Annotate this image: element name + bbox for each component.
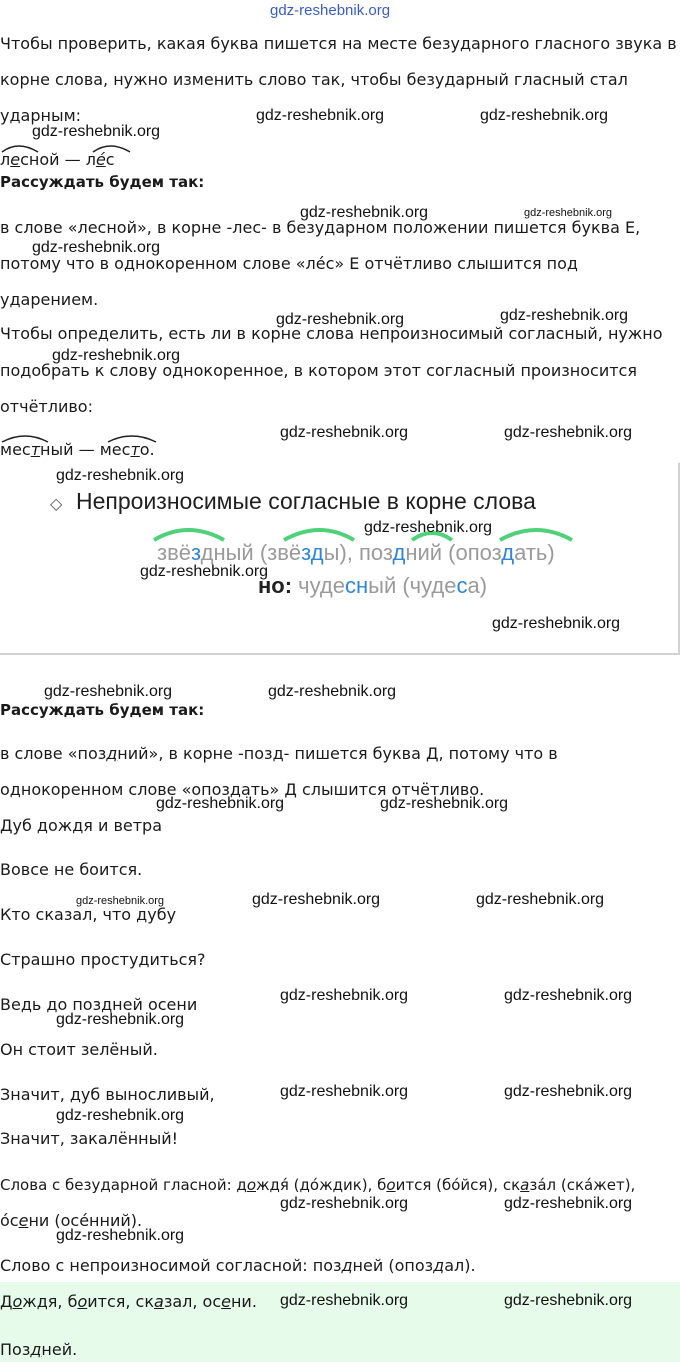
watermark: gdz-reshebnik.org bbox=[492, 615, 621, 632]
reason2-line2: однокоренном слове «опоздать» Д слышится отчётливо. bbox=[0, 780, 485, 799]
watermark: gdz-reshebnik.org bbox=[56, 1227, 185, 1244]
watermark: gdz-reshebnik.org bbox=[32, 123, 161, 140]
watermark: gdz-reshebnik.org bbox=[140, 563, 269, 580]
card-title: Непроизносимые согласные в корне слова bbox=[76, 488, 536, 514]
watermark: gdz-reshebnik.org bbox=[276, 311, 405, 328]
watermark: gdz-reshebnik.org bbox=[256, 107, 385, 124]
watermark: gdz-reshebnik.org bbox=[268, 683, 397, 700]
watermark: gdz-reshebnik.org bbox=[56, 1011, 185, 1028]
watermark: gdz-reshebnik.org bbox=[280, 1292, 409, 1309]
summary-vowels-line1: Слова с безударной гласной: дождя́ (до́ждик), боится (бо́йся), сказа́л (ска́жет), bbox=[0, 1176, 636, 1194]
watermark: gdz-reshebnik.org bbox=[280, 1195, 409, 1212]
poem-line: Страшно простудиться? bbox=[0, 950, 206, 969]
poem-line: Вовсе не боится. bbox=[0, 860, 143, 879]
rule1-example: лесной — ле́с bbox=[0, 150, 115, 169]
poem-line: Значит, закалённый! bbox=[0, 1129, 179, 1148]
watermark: gdz-reshebnik.org bbox=[32, 239, 161, 256]
rule2-line2: подобрать к слову однокоренное, в котором этот согласный произносится bbox=[0, 361, 637, 380]
watermark: gdz-reshebnik.org bbox=[44, 683, 173, 700]
watermark: gdz-reshebnik.org bbox=[380, 795, 509, 812]
root-arc-marks-2 bbox=[0, 430, 170, 444]
watermark: gdz-reshebnik.org bbox=[480, 107, 609, 124]
poem-line: Он стоит зелёный. bbox=[0, 1040, 158, 1059]
reason1-heading: Рассуждать будем так: bbox=[0, 173, 205, 191]
answer-line2: Поздней. bbox=[0, 1340, 78, 1359]
reason2-line1: в слове «поздний», в корне -позд- пишется буква Д, потому что в bbox=[0, 744, 558, 763]
reason1-line3: ударением. bbox=[0, 290, 99, 309]
watermark: gdz-reshebnik.org bbox=[504, 1195, 633, 1212]
watermark: gdz-reshebnik.org bbox=[504, 1083, 633, 1100]
poem-line: Значит, дуб выносливый, bbox=[0, 1085, 215, 1104]
summary-consonants: Слово с непроизносимой согласной: поздней (опоздал). bbox=[0, 1256, 476, 1275]
watermark: gdz-reshebnik.org bbox=[280, 424, 409, 441]
watermark: gdz-reshebnik.org bbox=[504, 1292, 633, 1309]
watermark: gdz-reshebnik.org bbox=[156, 795, 285, 812]
watermark: gdz-reshebnik.org bbox=[280, 987, 409, 1004]
poem-line: Ведь до поздней осени bbox=[0, 995, 198, 1014]
watermark: gdz-reshebnik.org bbox=[56, 467, 185, 484]
rule1-line3: ударным: bbox=[0, 106, 82, 125]
reason1-line1: в слове «лесной», в корне -лес- в безударном положении пишется буква Е, bbox=[0, 218, 641, 237]
watermark: gdz-reshebnik.org bbox=[364, 519, 493, 536]
watermark: gdz-reshebnik.org bbox=[56, 1107, 185, 1124]
rule1-line2: корне слова, нужно изменить слово так, чтобы безударный гласный стал bbox=[0, 70, 628, 89]
reason1-line2: потому что в однокоренном слове «ле́с» Е отчётливо слышится под bbox=[0, 254, 578, 273]
answer-line1: Дождя, боится, сказал, осени. bbox=[0, 1292, 257, 1311]
reason2-heading: Рассуждать будем так: bbox=[0, 701, 205, 719]
poem-line: Кто сказал, что дубу bbox=[0, 905, 177, 924]
diamond-bullet-icon: ◇ bbox=[50, 494, 63, 513]
watermark: gdz-reshebnik.org bbox=[524, 207, 613, 219]
watermark: gdz-reshebnik.org bbox=[504, 987, 633, 1004]
poem-line: Дуб дождя и ветра bbox=[0, 816, 162, 835]
watermark: gdz-reshebnik.org bbox=[476, 891, 605, 908]
root-arc-marks bbox=[0, 140, 140, 154]
watermark: gdz-reshebnik.org bbox=[252, 891, 381, 908]
watermark: gdz-reshebnik.org bbox=[300, 204, 429, 221]
watermark: gdz-reshebnik.org bbox=[504, 424, 633, 441]
watermark: gdz-reshebnik.org bbox=[52, 347, 181, 364]
watermark: gdz-reshebnik.org bbox=[270, 2, 391, 19]
watermark: gdz-reshebnik.org bbox=[76, 895, 165, 907]
rule1-line1: Чтобы проверить, какая буква пишется на месте безударного гласного звука в bbox=[0, 34, 677, 53]
rule2-example: местный — место. bbox=[0, 440, 155, 459]
card-example-2: но: чудесный (чудеса) bbox=[258, 573, 488, 598]
rule2-line3: отчётливо: bbox=[0, 397, 93, 416]
rule2-line1: Чтобы определить, есть ли в корне слова непроизносимый согласный, нужно bbox=[0, 324, 663, 343]
summary-vowels-line2: о́сени (осе́нний). bbox=[0, 1211, 143, 1230]
card-example-1: звёздный (звёзды), поздний (опоздать) bbox=[157, 540, 555, 565]
watermark: gdz-reshebnik.org bbox=[280, 1083, 409, 1100]
watermark: gdz-reshebnik.org bbox=[500, 307, 629, 324]
